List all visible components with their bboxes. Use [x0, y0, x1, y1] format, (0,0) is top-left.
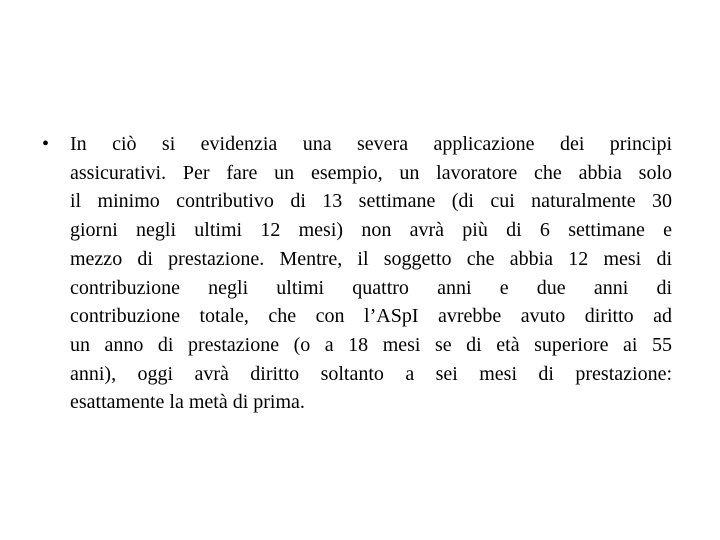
- paragraph-line: assicurativi. Per fare un esempio, un lavoratore che abbia solo: [70, 161, 672, 184]
- paragraph-line: contribuzione negli ultimi quattro anni e due anni di: [70, 276, 672, 299]
- paragraph-line: esattamente la metà di prima.: [70, 391, 305, 414]
- paragraph-line: il minimo contributivo di 13 settimane (di cui naturalmente 30: [70, 190, 672, 213]
- paragraph-line: anni), oggi avrà diritto soltanto a sei mesi di prestazione:: [70, 362, 672, 385]
- paragraph-line: contribuzione totale, che con l’ASpI avrebbe avuto diritto ad: [70, 305, 672, 328]
- bullet-marker: •: [42, 133, 50, 155]
- bullet-paragraph: [70, 130, 672, 417]
- paragraph-line: giorni negli ultimi 12 mesi) non avrà più di 6 settimane e: [70, 219, 672, 242]
- paragraph-line: In ciò si evidenzia una severa applicazione dei principi: [70, 133, 672, 155]
- paragraph-line: un anno di prestazione (o a 18 mesi se di età superiore ai 55: [70, 333, 672, 356]
- paragraph-line: mezzo di prestazione. Mentre, il soggetto che abbia 12 mesi di: [70, 247, 672, 270]
